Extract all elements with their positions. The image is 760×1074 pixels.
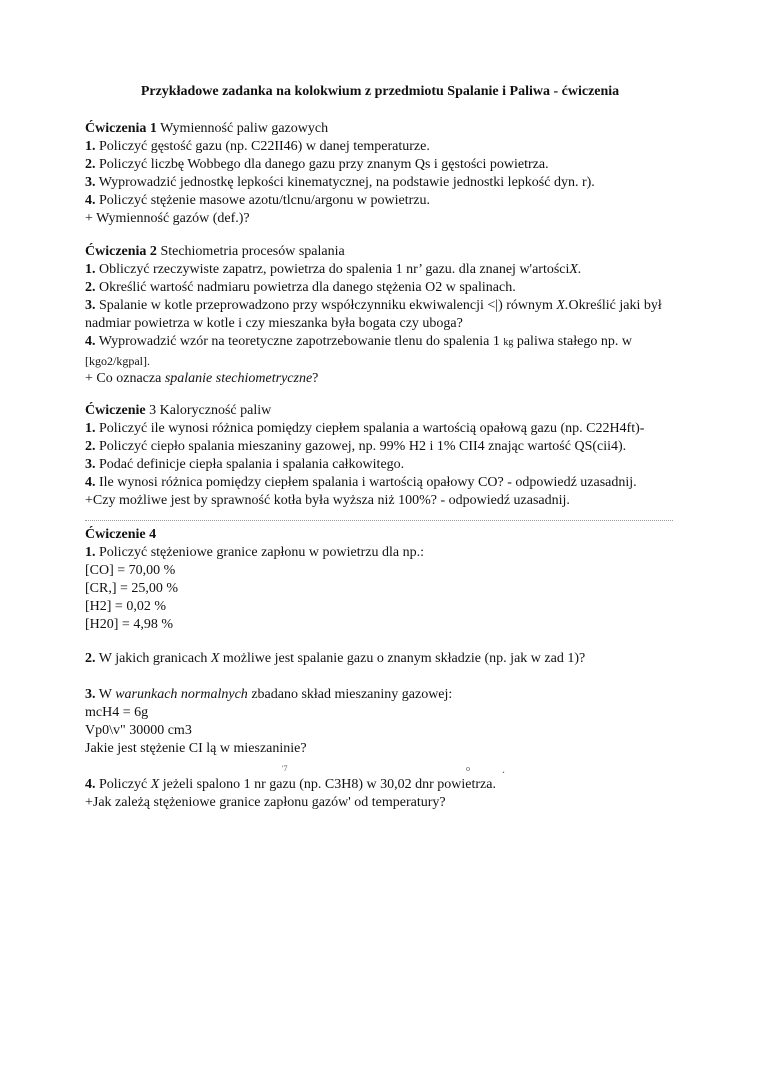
task-text: Spalanie w kotle przeprowadzono przy współczynniku ekwiwalencji <|) równym (95, 298, 557, 313)
task-text: możliwe jest spalanie gazu o znanym składzie (np. jak w zad 1)? (219, 651, 586, 666)
task-text: Policzyć (95, 777, 151, 792)
task-line-continued: nadmiar powietrza w kotle i czy mieszanka była bogata czy uboga? (85, 316, 463, 331)
task-line-continued: [kgo2/kgpal]. (85, 354, 150, 368)
task-line (85, 156, 685, 174)
section-3-heading (85, 402, 685, 420)
task-text: Wyprowadzić jednostkę lepkości kinematycznej, na podstawie jednostki lepkość dyn. r). (95, 175, 595, 190)
heading-text: Wymienność paliw gazowych (156, 121, 329, 136)
task-line (85, 686, 685, 704)
task-3 (85, 686, 685, 758)
task-term: warunkach normalnych (115, 687, 248, 702)
task-variable: X. (569, 262, 582, 277)
task-number: 3. (85, 298, 96, 313)
task-variable: X. (556, 298, 569, 313)
task-text: Policzyć stężenie masowe azotu/tlcnu/argonu w powietrzu. (95, 193, 430, 208)
task-line (85, 456, 685, 474)
task-text: Policzyć ile wynosi różnica pomiędzy ciepłem spalania a wartością opałową gazu (np. C22H4ft)- (95, 421, 645, 436)
task-text: paliwa stałego np. w (513, 334, 632, 349)
scan-mark: . (502, 762, 505, 776)
task-text: Obliczyć rzeczywiste zapatrz, powietrza do spalenia 1 nr’ gazu. dla znanej w'artości (95, 262, 570, 277)
task-number: 4. (85, 777, 96, 792)
document-title: Przykładowe zadanka na kolokwium z przedmiotu Spalanie i Paliwa - ćwiczenia (140, 84, 620, 99)
task-line (85, 192, 685, 210)
task-4 (85, 776, 685, 812)
task-text: Policzyć ciepło spalania mieszaniny gazowej, np. 99% H2 i 1% CII4 znając wartość QS(cii4). (95, 439, 627, 454)
extra-question: +Jak zależą stężeniowe granice zapłonu gazów' od temperatury? (85, 795, 446, 810)
task-line (85, 650, 685, 668)
task-line (85, 474, 685, 492)
concentration-value: [CO] = 70,00 % (85, 563, 176, 578)
section-3 (85, 402, 685, 510)
task-line (85, 544, 685, 562)
task-number: 2. (85, 280, 96, 295)
task-text: Określić jaki był (568, 298, 662, 313)
task-variable: X (210, 651, 220, 666)
task-line (85, 420, 685, 438)
task-text: Określić wartość nadmiaru powietrza dla danego stężenia O2 w spalinach. (95, 280, 516, 295)
task-text: jeżeli spalono 1 nr gazu (np. C3H8) w 30,02 dnr powietrza. (159, 777, 496, 792)
task-text: Policzyć stężeniowe granice zapłonu w powietrzu dla np.: (95, 545, 424, 560)
task-2 (85, 650, 685, 668)
task-text: Policzyć gęstość gazu (np. C22II46) w danej temperaturze. (95, 139, 430, 154)
task-number: 1. (85, 262, 96, 277)
extra-question (85, 370, 685, 388)
unit-label: kg (503, 337, 514, 348)
concentration-value: [CR,] = 25,00 % (85, 581, 179, 596)
heading-bold: Ćwiczenie (85, 403, 146, 418)
divider-line (85, 520, 673, 521)
scan-mark: '7 (282, 764, 288, 773)
task-line (85, 138, 685, 156)
task-number: 4. (85, 475, 96, 490)
task-line (85, 279, 685, 297)
task-text: W jakich granicach (95, 651, 211, 666)
section-4-heading: Ćwiczenie 4 (85, 527, 157, 542)
task-text: Podać definicje ciepła spalania i spalania całkowitego. (95, 457, 405, 472)
task-line (85, 297, 685, 315)
question-text: ? (312, 371, 319, 386)
heading-bold: Ćwiczenia 2 (85, 244, 157, 259)
task-number: 3. (85, 175, 96, 190)
task-variable: X (150, 777, 160, 792)
task-text: Policzyć liczbę Wobbego dla danego gazu przy znanym Qs i gęstości powietrza. (95, 157, 549, 172)
task-line (85, 261, 685, 279)
task-line (85, 438, 685, 456)
task-question: Jakie jest stężenie CI lą w mieszaninie? (85, 741, 307, 756)
scan-mark: o (466, 764, 470, 773)
task-number: 2. (85, 157, 96, 172)
extra-question: + Wymienność gazów (def.)? (85, 211, 250, 226)
concentration-value: [H20] = 4,98 % (85, 617, 173, 632)
task-number: 1. (85, 421, 96, 436)
section-4 (85, 526, 685, 634)
task-line (85, 776, 685, 794)
mass-value: mcH4 = 6g (85, 705, 149, 720)
task-number: 1. (85, 139, 96, 154)
task-line (85, 174, 685, 192)
concentration-value: [H2] = 0,02 % (85, 599, 166, 614)
task-text: W (95, 687, 116, 702)
heading-text: Stechiometria procesów spalania (156, 244, 345, 259)
task-line (85, 333, 685, 352)
volume-value: Vp0\v" 30000 cm3 (85, 723, 192, 738)
task-number: 3. (85, 687, 96, 702)
task-text: zbadano skład mieszaniny gazowej: (247, 687, 453, 702)
task-number: 2. (85, 651, 96, 666)
task-number: 3. (85, 457, 96, 472)
section-2-heading (85, 243, 685, 261)
extra-question: +Czy możliwe jest by sprawność kotła była wyższa niż 100%? - odpowiedź uzasadnij. (85, 493, 570, 508)
task-number: 2. (85, 439, 96, 454)
heading-bold: Ćwiczenia 1 (85, 121, 157, 136)
heading-text: 3 Kaloryczność paliw (145, 403, 272, 418)
question-text: + Co oznacza (85, 371, 165, 386)
task-number: 4. (85, 334, 96, 349)
section-1-heading (85, 120, 685, 138)
section-2 (85, 243, 685, 388)
task-number: 1. (85, 545, 96, 560)
section-1 (85, 120, 685, 228)
task-text: Ile wynosi różnica pomiędzy ciepłem spalania i wartością opałowy CO? - odpowiedź uzasadnij. (95, 475, 637, 490)
task-text: Wyprowadzić wzór na teoretyczne zapotrzebowanie tlenu do spalenia 1 (95, 334, 504, 349)
question-term: spalanie stechiometryczne (164, 371, 313, 386)
task-number: 4. (85, 193, 96, 208)
